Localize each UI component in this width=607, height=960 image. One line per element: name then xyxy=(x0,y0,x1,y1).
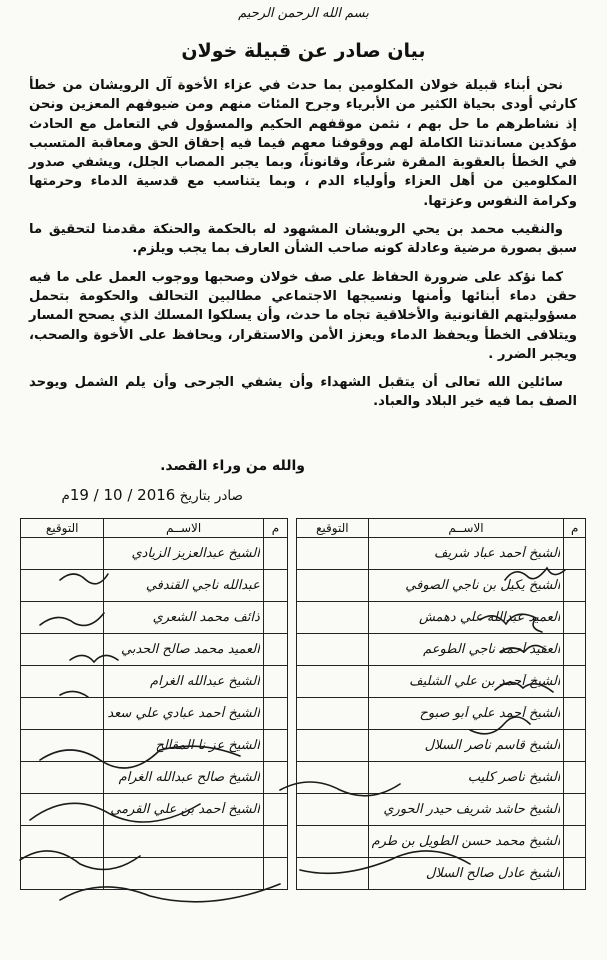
signer-name: الشيخ أحمد عباد شريف xyxy=(433,546,561,561)
signer-name-cell xyxy=(368,794,564,826)
row-number-cell xyxy=(564,602,586,634)
signature-cell xyxy=(21,634,104,666)
signer-name-cell xyxy=(104,666,264,698)
row-number-cell xyxy=(564,698,586,730)
signature-cell xyxy=(297,794,369,826)
signer-name-cell xyxy=(368,666,564,698)
signature-cell xyxy=(21,538,104,570)
signer-name-cell xyxy=(104,698,264,730)
signature-row xyxy=(21,634,288,666)
signature-row xyxy=(21,538,288,570)
row-number-cell xyxy=(263,698,287,730)
row-number-cell xyxy=(564,794,586,826)
signature-row xyxy=(21,666,288,698)
col-header-num: م xyxy=(263,519,287,538)
signer-name: الشيخ عبدالعزيز الزيادي xyxy=(131,546,260,561)
signature-cell xyxy=(297,762,369,794)
row-number-cell xyxy=(564,634,586,666)
signature-cell xyxy=(21,698,104,730)
signature-cell xyxy=(21,730,104,762)
signer-name-cell xyxy=(368,730,564,762)
signer-name: الشيخ أحمد عبادي علي سعد xyxy=(107,706,260,721)
signature-row xyxy=(21,602,288,634)
row-number-cell xyxy=(263,634,287,666)
closing-line: والله من وراء القصد. xyxy=(160,458,305,474)
signature-cell xyxy=(297,858,369,890)
basmala: بسم الله الرحمن الرحيم xyxy=(238,6,369,21)
signer-name: الشيخ أحمد علي أبو صبوح xyxy=(419,706,561,721)
signer-name: الشيخ عبدالله الغرام xyxy=(150,674,260,689)
signer-name: العقيد أحمد ناجي الطوعم xyxy=(423,642,561,657)
signature-cell xyxy=(297,698,369,730)
row-number-cell xyxy=(564,826,586,858)
row-number-cell xyxy=(263,794,287,826)
signer-name: الشيخ محمد حسن الطويل بن طرم xyxy=(371,834,561,849)
signer-name-cell xyxy=(104,858,264,890)
signature-cell xyxy=(297,602,369,634)
signature-row xyxy=(21,762,288,794)
row-number-cell xyxy=(263,730,287,762)
signer-name: العميد عبدالله علي دهمش xyxy=(418,610,561,625)
signature-cell xyxy=(21,666,104,698)
row-number-cell xyxy=(564,570,586,602)
date-value: 19 / 10 / 2016 xyxy=(69,486,176,504)
col-header-name: الاســم xyxy=(368,519,564,538)
row-number-cell xyxy=(263,666,287,698)
signer-name-cell xyxy=(104,794,264,826)
signatures-table-right xyxy=(296,518,586,890)
signature-row xyxy=(297,538,586,570)
signature-row xyxy=(297,858,586,890)
signature-cell xyxy=(297,666,369,698)
row-number-cell xyxy=(564,538,586,570)
signer-name: العميد محمد صالح الحدبي xyxy=(121,642,260,657)
signer-name-cell xyxy=(368,538,564,570)
signer-name-cell xyxy=(104,634,264,666)
signature-row xyxy=(297,794,586,826)
signer-name-cell xyxy=(104,538,264,570)
signer-name-cell xyxy=(104,570,264,602)
signer-name-cell xyxy=(104,826,264,858)
signature-row xyxy=(297,730,586,762)
signer-name: الشيخ يكيل بن ناجي الصوفي xyxy=(405,578,561,593)
signer-name: الشيخ حاشد شريف حيدر الحوري xyxy=(383,802,561,817)
signer-name: الشيخ عز نا المقالح xyxy=(155,738,260,753)
signature-row xyxy=(297,602,586,634)
col-header-name: الاســم xyxy=(104,519,264,538)
col-header-num: م xyxy=(564,519,586,538)
signature-cell xyxy=(297,730,369,762)
row-number-cell xyxy=(564,762,586,794)
date-label: صادر بتاريخ xyxy=(179,488,243,504)
col-header-signature: التوقيع xyxy=(21,519,104,538)
signature-row xyxy=(297,570,586,602)
date-suffix: م xyxy=(61,488,70,504)
statement-body xyxy=(29,76,577,421)
signer-name: ذائف محمد الشعري xyxy=(152,610,260,625)
signature-cell xyxy=(21,826,104,858)
signature-row xyxy=(297,698,586,730)
signature-cell xyxy=(21,762,104,794)
row-number-cell xyxy=(263,602,287,634)
row-number-cell xyxy=(263,762,287,794)
paragraph-3: كما نؤكد على ضرورة الحفاظ على صف خولان وصحبها ووجوب العمل على ما فيه حقن دماء أبنائها وأمنها ونسيجها الاجتماعي مطالبين التحالف والحكومة بتحمل مسؤوليتهم القانونية والأخلاقية تجاه ما حدث، وأن يسلكوا المسلك الذي يصحح المسار ويتلافى الخطأ ويحفظ الدماء ويعزز الأمن والاستقرار، ويحافظ على الأخوة والصحب، ويجبر الضرر . xyxy=(29,269,577,362)
statement-title: بيان صادر عن قبيلة خولان xyxy=(181,40,426,62)
signature-row xyxy=(21,730,288,762)
signatures-table-left xyxy=(20,518,288,890)
signer-name: الشيخ عادل صالح السلال xyxy=(425,866,561,881)
signature-row xyxy=(21,794,288,826)
signer-name: الشيخ قاسم ناصر السلال xyxy=(424,738,561,753)
signature-row xyxy=(297,634,586,666)
signer-name-cell xyxy=(368,858,564,890)
paragraph-4: سائلين الله تعالى أن يتقبل الشهداء وأن يشفي الجرحى وأن يلم الشمل ويوحد الصف بما فيه خير البلاد والعباد. xyxy=(29,375,577,410)
signer-name-cell xyxy=(368,826,564,858)
signature-cell xyxy=(297,570,369,602)
signature-row xyxy=(297,826,586,858)
signer-name-cell xyxy=(368,698,564,730)
signer-name: الشيخ أحمد بن علي الشليف xyxy=(409,674,561,689)
signer-name: عبدالله ناجي القندفي xyxy=(145,578,260,593)
signature-cell xyxy=(21,570,104,602)
signer-name-cell xyxy=(104,602,264,634)
signature-cell xyxy=(21,794,104,826)
col-header-signature: التوقيع xyxy=(297,519,369,538)
signature-cell xyxy=(297,634,369,666)
paragraph-2: والنقيب محمد بن يحي الرويشان المشهود له بالحكمة والحنكة مقدمنا لتحقيق ما سبق بصورة مرضية وعادلة كونه صاحب الشأن العارف بما يجب ويلزم. xyxy=(29,222,577,257)
row-number-cell xyxy=(263,538,287,570)
row-number-cell xyxy=(564,858,586,890)
signer-name: الشيخ صالح عبدالله الغرام xyxy=(118,770,260,785)
signature-row xyxy=(297,762,586,794)
signature-row xyxy=(21,570,288,602)
row-number-cell xyxy=(263,826,287,858)
signature-row xyxy=(21,826,288,858)
signer-name-cell xyxy=(368,762,564,794)
signature-cell xyxy=(21,602,104,634)
row-number-cell xyxy=(263,858,287,890)
signature-row xyxy=(21,858,288,890)
row-number-cell xyxy=(564,730,586,762)
signer-name-cell xyxy=(104,762,264,794)
row-number-cell xyxy=(564,666,586,698)
signature-cell xyxy=(297,826,369,858)
signer-name: الشيخ ناصر كليب xyxy=(467,770,561,785)
signer-name: الشيخ أحمد بن علي القرمي xyxy=(110,802,260,817)
signer-name-cell xyxy=(104,730,264,762)
signature-row xyxy=(297,666,586,698)
signer-name-cell xyxy=(368,634,564,666)
signature-cell xyxy=(297,538,369,570)
signature-cell xyxy=(21,858,104,890)
signer-name-cell xyxy=(368,570,564,602)
paragraph-1: نحن أبناء قبيلة خولان المكلومين بما حدث في عزاء الأخوة آل الرويشان من خطأ كارثي أودى بحياة الكثير من الأبرياء وجرح المئات منهم ومن ضيوفهم المعزين ونحن إذ نشاطرهم ما حل بهم ، نثمن موقفهم الحكيم والمسؤول في التعامل مع الحادث مؤكدين مساندتنا الكاملة لهم ووقوفنا معهم فيما فيه إحقاق الحق ومعاقبة المتسبب في الخطأ بالعقوبة المقرة شرعاً، وقانوناً، وبما يجبر المصاب الجلل، ويشفي صدور المكلومين من أهل العزاء وأولياء الدم ، وبما يتناسب مع قدسية الدماء وحرمتها وكرامة النفوس وعزتها. xyxy=(29,78,577,209)
signer-name-cell xyxy=(368,602,564,634)
row-number-cell xyxy=(263,570,287,602)
issue-date xyxy=(61,486,243,504)
signature-row xyxy=(21,698,288,730)
